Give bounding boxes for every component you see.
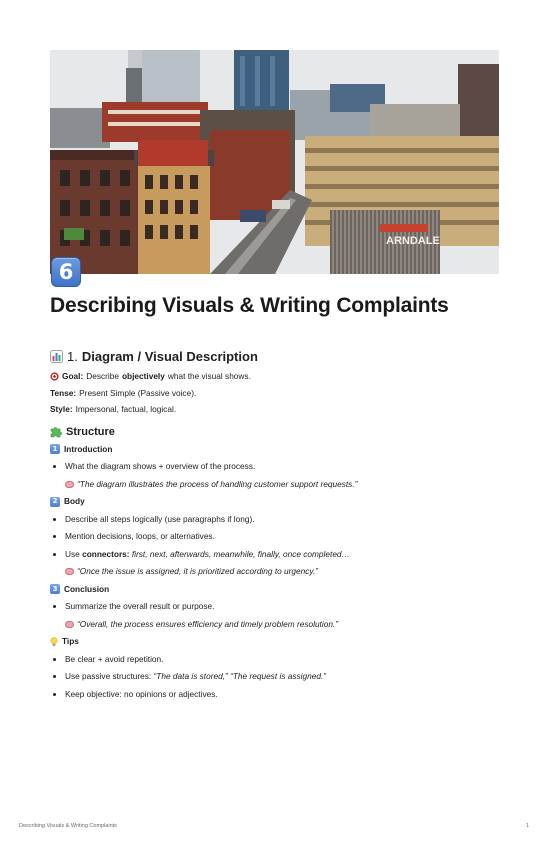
body-bullet-3-bold: connectors:: [82, 548, 130, 559]
bullet-icon: [53, 658, 56, 661]
bullet-icon: [53, 465, 56, 468]
introduction-list: [50, 458, 500, 476]
keycap-three-icon: 3: [50, 584, 60, 594]
page-icon-number-six: 6: [51, 257, 81, 287]
section-title: Diagram / Visual Description: [81, 348, 258, 364]
body-example: [50, 563, 500, 581]
keycap-one-icon: 1: [50, 444, 60, 454]
bullet-icon: [53, 693, 56, 696]
tense-value: Present Simple (Passive voice).: [79, 387, 197, 398]
goal-line: [50, 368, 500, 385]
brain-icon: [65, 621, 74, 628]
conclusion-title: Conclusion: [64, 583, 110, 594]
section-heading-diagram-description: [50, 346, 500, 366]
footer-document-title: Describing Visuals & Writing Complaints: [19, 823, 117, 829]
tips-heading: [50, 633, 500, 651]
list-item: [50, 511, 500, 529]
conclusion-bullet: Summarize the overall result or purpose.: [65, 601, 215, 611]
tip-2-pre: Use passive structures:: [65, 671, 152, 681]
list-item: [50, 528, 500, 546]
light-bulb-icon: [50, 637, 58, 647]
list-item: [50, 458, 500, 476]
conclusion-example: [50, 616, 500, 634]
bullet-icon: [53, 535, 56, 538]
introduction-example: [50, 476, 500, 494]
list-item: [50, 651, 500, 669]
bullet-icon: [53, 518, 56, 521]
conclusion-list: [50, 598, 500, 616]
tips-title: Tips: [62, 636, 79, 646]
cover-image: [50, 50, 499, 274]
style-value: Impersonal, factual, logical.: [75, 404, 177, 414]
bar-chart-icon: [50, 350, 63, 363]
body-bullet-1: Describe all steps logically (use paragraphs if long).: [65, 513, 255, 524]
goal-pre: Describe: [86, 371, 119, 381]
list-item: [50, 668, 500, 686]
page-title: Describing Visuals & Writing Complaints: [50, 294, 449, 317]
bullet-icon: [53, 605, 56, 608]
introduction-bullet: What the diagram shows + overview of the process.: [65, 461, 256, 471]
bullet-icon: [53, 675, 56, 678]
tip-1: Be clear + avoid repetition.: [65, 653, 164, 664]
tip-3: Keep objective: no opinions or adjectives.: [65, 688, 218, 699]
body-bullet-3-italic: first, next, afterwards, meanwhile, finally, once completed…: [131, 548, 350, 559]
keycap-two-icon: 2: [50, 497, 60, 507]
goal-label: Goal:: [62, 371, 84, 381]
goal-post: what the visual shows.: [167, 371, 251, 381]
conclusion-heading: [50, 581, 500, 599]
introduction-title: Introduction: [64, 443, 113, 454]
target-icon: [50, 372, 59, 381]
body-list: [50, 511, 500, 564]
brain-icon: [65, 568, 74, 575]
body-bullet-3-pre: Use: [65, 548, 80, 559]
tense-line: [50, 385, 500, 402]
page-content: [50, 346, 500, 703]
arndale-sign: ARNDALE: [386, 235, 440, 247]
bullet-icon: [53, 553, 56, 556]
style-line: [50, 401, 500, 418]
section-number: 1.: [67, 348, 78, 364]
structure-heading: [50, 423, 500, 441]
city-photo-illustration: [50, 50, 499, 274]
brain-icon: [65, 481, 74, 488]
list-item: [50, 546, 500, 564]
tips-list: [50, 651, 500, 704]
list-item: [50, 598, 500, 616]
body-heading: [50, 493, 500, 511]
conclusion-example-text: “Overall, the process ensures efficiency and timely problem resolution.”: [77, 618, 339, 629]
footer-page-number: 1: [525, 823, 529, 829]
goal-bold: objectively: [121, 371, 165, 381]
tense-label: Tense:: [50, 387, 77, 398]
structure-title: Structure: [66, 425, 115, 438]
puzzle-piece-icon: [50, 426, 62, 438]
body-bullet-2: Mention decisions, loops, or alternatives.: [65, 531, 215, 541]
introduction-example-text: “The diagram illustrates the process of handling customer support requests.”: [77, 478, 358, 489]
introduction-heading: [50, 441, 500, 459]
style-label: Style:: [50, 404, 73, 414]
body-title: Body: [64, 496, 85, 506]
list-item: [50, 686, 500, 704]
tip-2-italic: “The data is stored,” “The request is assigned.”: [153, 671, 327, 681]
body-example-text: “Once the issue is assigned, it is prioritized according to urgency.”: [77, 566, 319, 576]
